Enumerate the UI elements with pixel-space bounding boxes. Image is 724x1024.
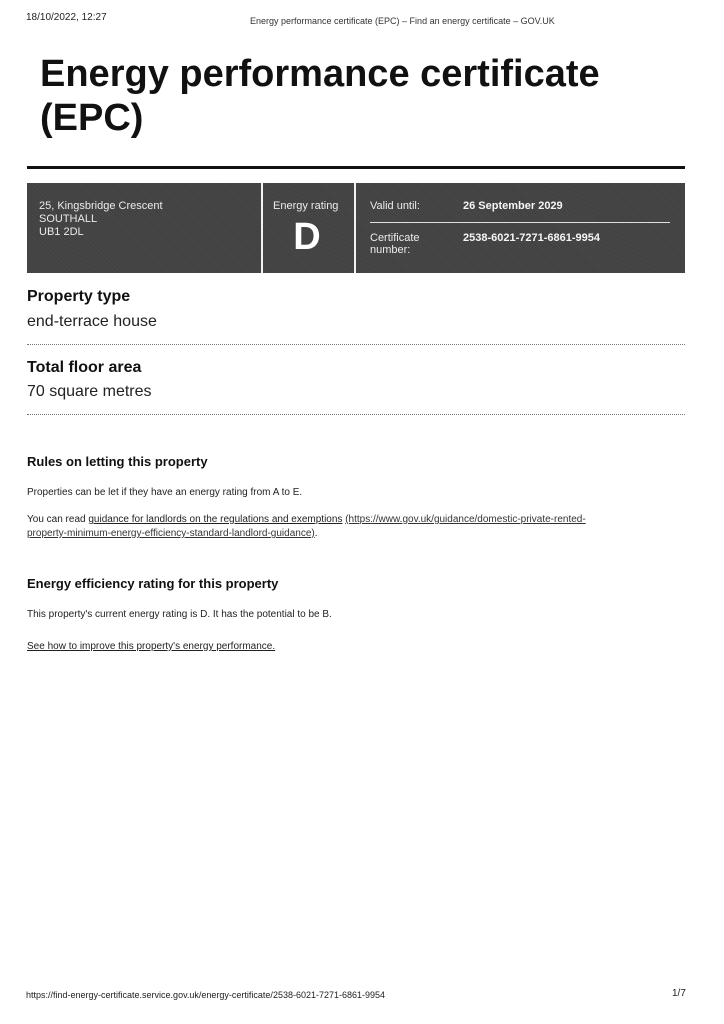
print-page-title: Energy performance certificate (EPC) – Find an energy certificate – GOV.UK [250,16,555,26]
section-divider [27,414,685,415]
guidance-url-line-2[interactable]: property-minimum-energy-efficiency-standard-landlord-guidance) [27,528,315,539]
guidance-suffix: . [314,528,318,539]
guidance-paragraph [27,513,677,541]
property-type-value: end-terrace house [27,313,157,330]
energy-rating-badge: D [293,216,321,258]
improve-performance-link[interactable]: See how to improve this property's energy performance. [27,641,276,652]
valid-until-value: 26 September 2029 [463,200,563,212]
valid-until-label: Valid until: [370,200,420,212]
certificate-number-label [370,232,420,256]
energy-rating-label: Energy rating [273,200,339,212]
epc-summary-panel [27,183,685,273]
letting-rules-text: Properties can be let if they have an energy rating from A to E. [27,487,303,498]
certificate-label-line-1: Certificate [370,232,420,244]
efficiency-rating-heading: Energy efficiency rating for this property [27,576,279,591]
certificate-label-line-2: number: [370,244,411,256]
guidance-link[interactable]: guidance for landlords on the regulations and exemptions [88,514,343,525]
footer-url: https://find-energy-certificate.service.gov.uk/energy-certificate/2538-6021-7271-6861-9954 [26,990,386,1000]
efficiency-rating-text: This property's current energy rating is D. It has the potential to be B. [27,609,332,620]
summary-divider [354,183,356,273]
property-address [39,200,163,239]
floor-area-value: 70 square metres [27,383,152,400]
guidance-url-line-1[interactable]: (https://www.gov.uk/guidance/domestic-private-rented- [345,514,586,525]
certificate-number-value: 2538-6021-7271-6861-9954 [463,232,601,244]
print-date: 18/10/2022, 12:27 [26,12,107,23]
address-line-3: UB1 2DL [39,226,84,238]
address-line-2: SOUTHALL [39,213,98,225]
page-title: Energy performance certificate (EPC) [40,53,600,139]
address-line-1: 25, Kingsbridge Crescent [39,200,163,212]
title-divider [27,166,685,169]
section-divider [27,344,685,345]
summary-inner-divider [370,222,670,223]
letting-rules-heading: Rules on letting this property [27,454,208,469]
property-type-heading: Property type [27,288,131,305]
summary-divider [261,183,263,273]
floor-area-heading: Total floor area [27,359,142,376]
page-number: 1/7 [672,988,686,999]
guidance-prefix: You can read [27,514,89,525]
